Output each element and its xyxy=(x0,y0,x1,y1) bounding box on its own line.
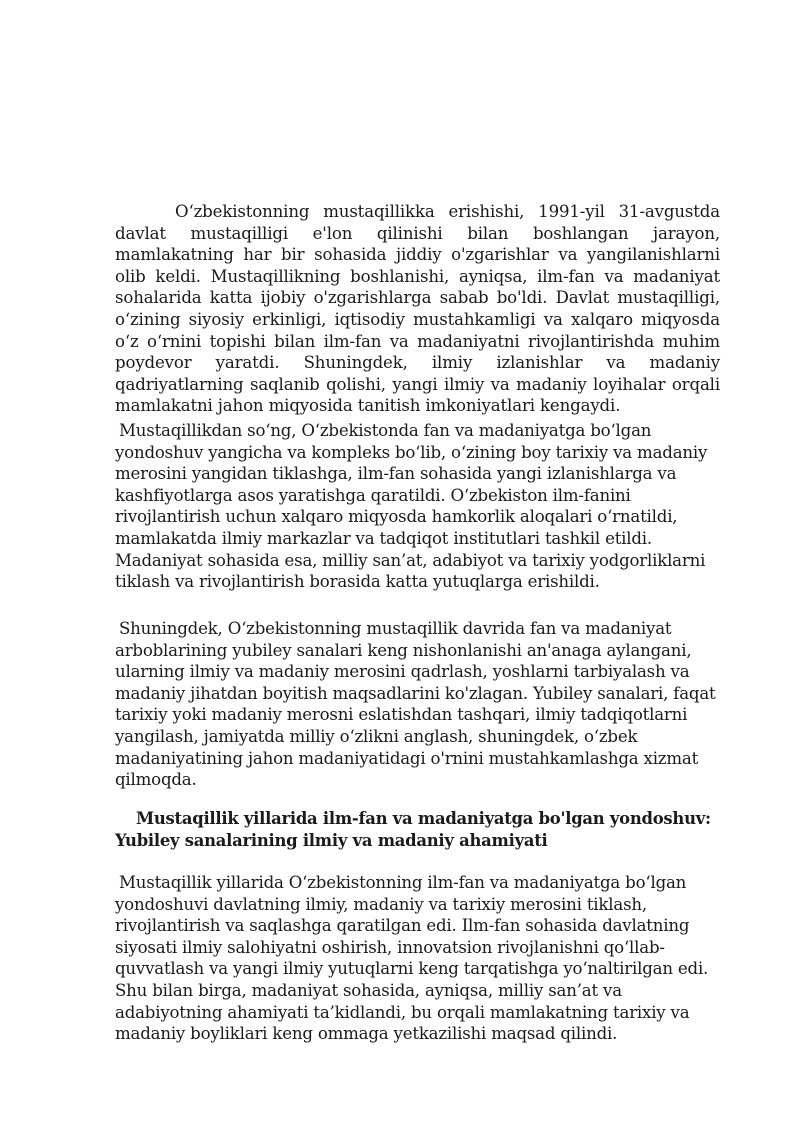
paragraph-jubilee-dates: Shuningdek, O‘zbekistonning mustaqillik davrida fan va madaniyat arboblarining yubiley sanalari keng nishonlanishi an'anaga aylangani, ularning ilmiy va madaniy merosini qadrlash, yoshlarni tarbiyalash va madaniy jihatdan boyitish maqsadlarini ko'zlagan. Yubiley sanalari, faqat tarixiy yoki madaniy merosni eslatishdan tashqari, ilmiy tadqiqotlarni yangilash, jamiyatda milliy o‘zlikni anglash, shuningdek, o‘zbek madaniyatining jahon madaniyatidagi o'rnini mustahkamlashga xizmat qilmoqda. xyxy=(115,619,716,790)
section-heading: Mustaqillik yillarida ilm-fan va madaniyatga bo'lgan yondoshuv: Yubiley sanalarining ilmiy va madaniy ahamiyati xyxy=(115,809,711,850)
paragraph-intro: O‘zbekistonning mustaqillikka erishishi, 1991-yil 31-avgustda davlat mustaqilligi e'lon qilinishi bilan boshlangan jarayon, mamlakatning har bir sohasida jiddiy o'zgarishlar va yangilanishlarni olib keldi. Mustaqillikning boshlanishi, ayniqsa, ilm-fan va madaniyat sohalarida katta ijobiy o'zgarishlarga sabab bo'ldi. Davlat mustaqilligi, o‘zining siyosiy erkinligi, iqtisodiy mustahkamligi va xalqaro miqyosda o‘z o‘rnini topishi bilan ilm-fan va madaniyatni rivojlantirishda muhim poydevor yaratdi. Shuningdek, ilmiy izlanishlar va madaniy qadriyatlarning saqlanib qolishi, yangi ilmiy va madaniy loyihalar orqali mamlakatni jahon miqyosida tanitish imkoniyatlari kengaydi. xyxy=(115,202,720,416)
paragraph-approach: Mustaqillik yillarida O‘zbekistonning ilm-fan va madaniyatga bo‘lgan yondoshuvi davlatning ilmiy, madaniy va tarixiy merosini tiklash, rivojlantirish va saqlashga qaratilgan edi. Ilm-fan sohasida davlatning siyosati ilmiy salohiyatni oshirish, innovatsion rivojlanishni qo‘llab-quvvatlash va yangi ilmiy yutuqlarni keng tarqatishga yo‘naltirilgan edi. Shu bilan birga, madaniyat sohasida, ayniqsa, milliy san’at va adabiyotning ahamiyati ta’kidlandi, bu orqali mamlakatning tarixiy va madaniy boyliklari keng ommaga yetkazilishi maqsad qilindi. xyxy=(115,873,709,1044)
paragraph-post-independence: Mustaqillikdan so‘ng, O‘zbekistonda fan va madaniyatga bo‘lgan yondoshuv yangicha va kompleks bo‘lib, o‘zining boy tarixiy va madaniy merosini yangidan tiklashga, ilm-fan sohasida yangi izlanishlarga va kashfiyotlarga asos yaratishga qaratildi. O‘zbekiston ilm-fanini rivojlantirish uchun xalqaro miqyosda hamkorlik aloqalari o‘rnatildi, mamlakatda ilmiy markazlar va tadqiqot institutlari tashkil etildi. Madaniyat sohasida esa, milliy san’at, adabiyot va tarixiy yodgorliklarni tiklash va rivojlantirish borasida katta yutuqlarga erishildi. xyxy=(115,421,708,592)
